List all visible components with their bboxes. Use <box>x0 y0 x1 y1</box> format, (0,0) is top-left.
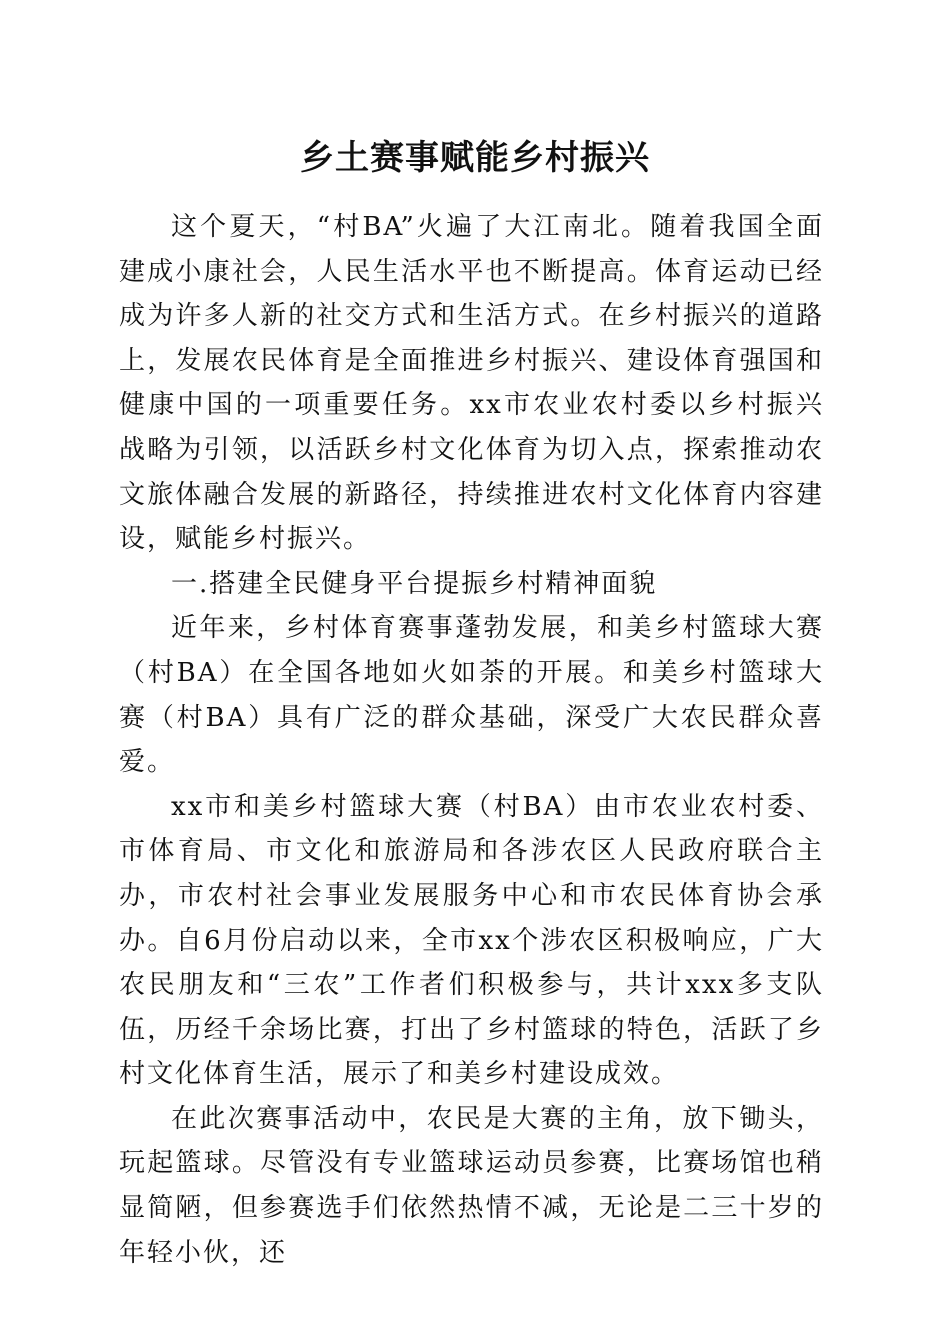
paragraph-recent-years: 近年来，乡村体育赛事蓬勃发展，和美乡村篮球大赛（村BA）在全国各地如火如荼的开展。和美乡村篮球大赛（村BA）具有广泛的群众基础，深受广大农民群众喜爱。 <box>119 613 824 778</box>
paragraph-farmers-role: 在此次赛事活动中，农民是大赛的主角，放下锄头，玩起篮球。尽管没有专业篮球运动员参赛，比赛场馆也稍显简陋，但参赛选手们依然热情不减，无论是二三十岁的年轻小伙，还 <box>119 1103 824 1268</box>
section-heading: 一.搭建全民健身平台提振乡村精神面貌 <box>171 568 658 599</box>
document-title: 乡土赛事赋能乡村振兴 <box>300 138 650 178</box>
paragraph-city-tournament: xx市和美乡村篮球大赛（村BA）由市农业农村委、市体育局、市文化和旅游局和各涉农区人民政府联合主办，市农村社会事业发展服务中心和市农民体育协会承办。自6月份启动以来，全市xx个涉农区积极响应，广大农民朋友和“三农”工作者们积极参与，共计xxx多支队伍，历经千余场比赛，打出了乡村篮球的特色，活跃了乡村文化体育生活，展示了和美乡村建设成效。 <box>119 791 824 1090</box>
document-body <box>119 205 824 1275</box>
paragraph-intro: 这个夏天，“村BA”火遍了大江南北。随着我国全面建成小康社会，人民生活水平也不断提高。体育运动已经成为许多人新的社交方式和生活方式。在乡村振兴的道路上，发展农民体育是全面推进乡村振兴、建设体育强国和健康中国的一项重要任务。xx市农业农村委以乡村振兴战略为引领，以活跃乡村文化体育为切入点，探索推动农文旅体融合发展的新路径，持续推进农村文化体育内容建设，赋能乡村振兴。 <box>119 212 824 555</box>
